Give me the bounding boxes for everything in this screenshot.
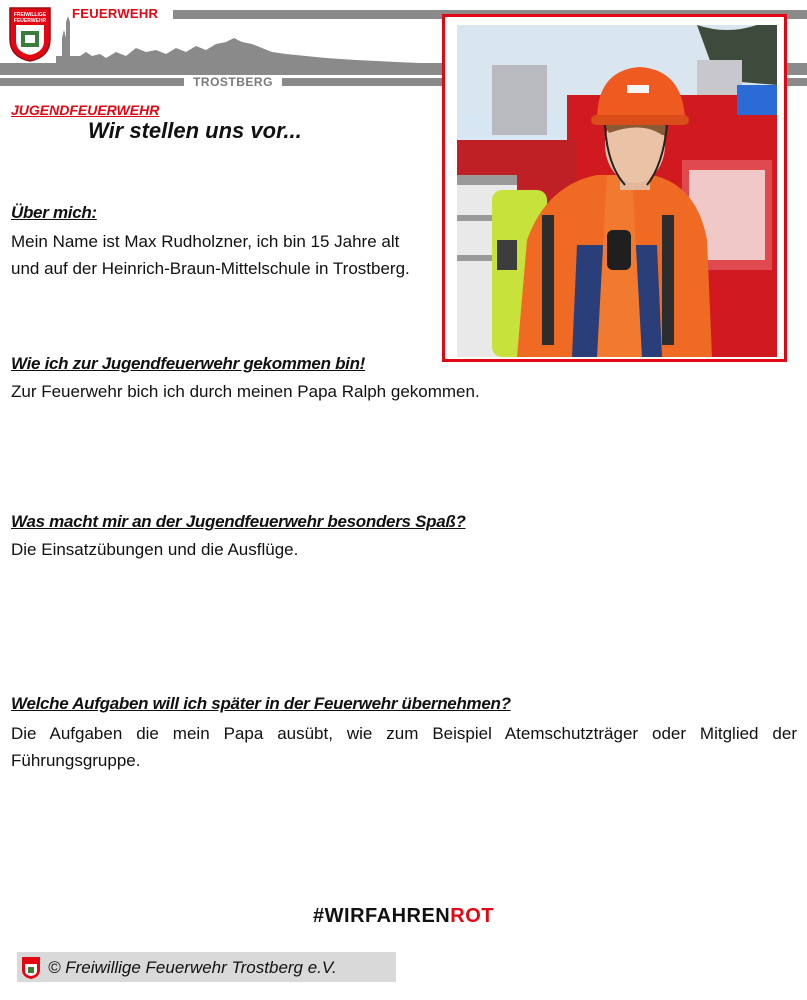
section-label-jugendfeuerwehr: JUGENDFEUERWEHR [11, 102, 160, 118]
hashtag [0, 905, 807, 928]
question-how-joined: Wie ich zur Jugendfeuerwehr gekommen bin! [11, 354, 366, 373]
svg-text:FREIWILLIGE: FREIWILLIGE [13, 12, 47, 18]
answer-about-me: Mein Name ist Max Rudholzner, ich bin 15 Jahre alt und auf der Heinrich-Braun-Mittelschule in Trostberg. [11, 232, 410, 278]
hashtag-suffix: ROT [450, 905, 494, 927]
question-about-me: Über mich: [11, 203, 97, 222]
svg-text:FEUERWEHR: FEUERWEHR [13, 18, 47, 24]
answer-what-fun: Die Einsatzübungen und die Ausflüge. [11, 540, 299, 559]
header-town-name: TROSTBERG [184, 75, 282, 89]
question-what-fun: Was macht mir an der Jugendfeuerwehr besonders Spaß? [11, 512, 466, 531]
answer-how-joined: Zur Feuerwehr bich ich durch meinen Papa Ralph gekommen. [11, 382, 480, 401]
footer-copyright-bar [17, 952, 396, 982]
fire-department-crest-icon [21, 956, 41, 980]
answer-future-tasks: Die Aufgaben die mein Papa ausübt, wie zum Beispiel Atemschutzträger oder Mitglied der Führungsgruppe. [11, 724, 797, 770]
header-brand: FEUERWEHR [72, 6, 159, 21]
page-title: Wir stellen uns vor... [88, 118, 302, 143]
footer-copyright-text: © Freiwillige Feuerwehr Trostberg e.V. [48, 958, 337, 977]
fire-department-crest-logo [7, 5, 53, 63]
hashtag-prefix: #WIRFAHREN [313, 905, 451, 927]
member-portrait-photo [457, 25, 777, 357]
question-future-tasks: Welche Aufgaben will ich später in der Feuerwehr übernehmen? [11, 694, 511, 713]
